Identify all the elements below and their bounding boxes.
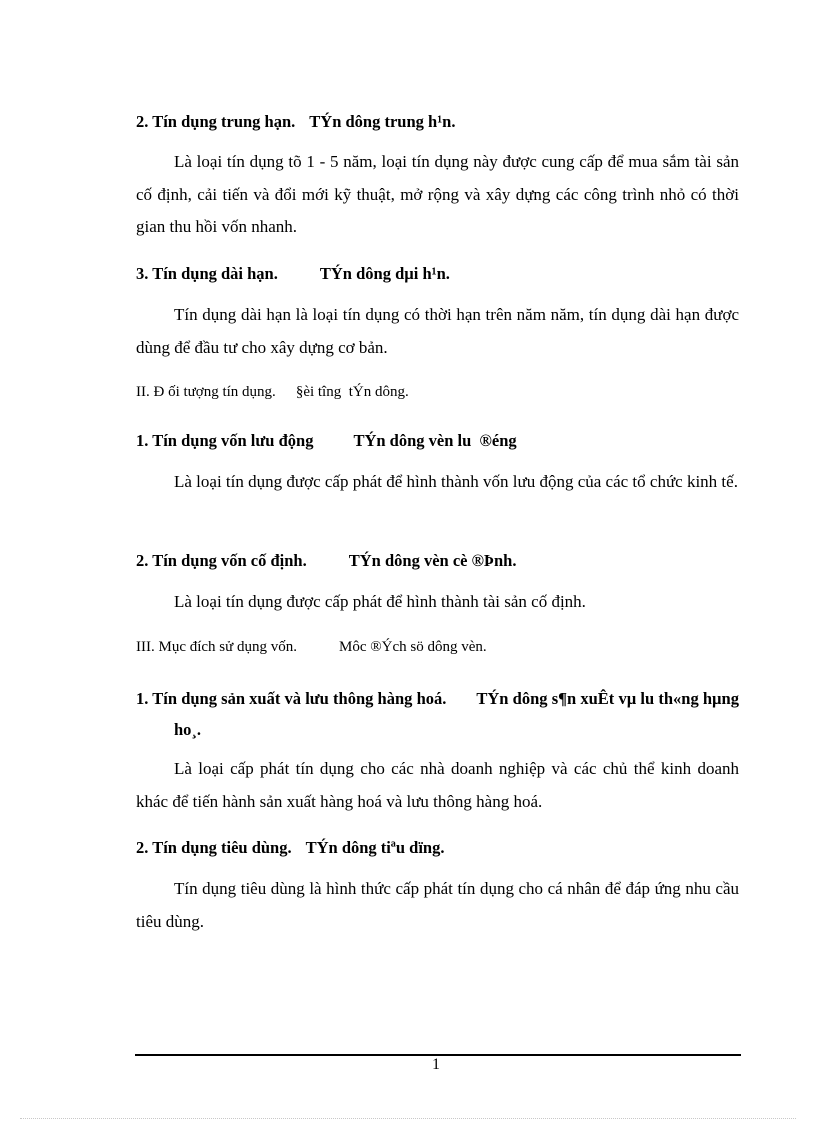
paragraph-fixed-capital-credit: Là loại tín dụng được cấp phát để hình thành tài sản cố định. [174, 592, 586, 611]
heading-garbled-text: TÝn dông tiªu dïng. [305, 838, 445, 857]
heading-credit-objects [136, 384, 409, 401]
paragraph-working-capital-credit: Là loại tín dụng được cấp phát để hình thành vốn lưu động của các tổ chức kinh tế. [174, 472, 738, 491]
heading-long-term-credit [136, 264, 450, 284]
heading-fixed-capital-credit [136, 551, 516, 571]
heading-garbled-text: TÝn dông vèn lu ®éng [353, 431, 517, 450]
paragraph-medium-term-credit: Là loại tín dụng tõ 1 - 5 năm, loại tín dụng này được cung cấp để mua sắm tài sản cố định, cải tiến và đổi mới kỹ thuật, mở rộng và xây dựng các công trình nhỏ có thời gian thu hồi vốn nhanh. [136, 152, 739, 236]
heading-garbled-text: Môc ®Ých sö dông vèn. [339, 639, 487, 655]
heading-consumer-credit [136, 838, 444, 858]
paragraph-consumer-credit: Tín dụng tiêu dùng là hình thức cấp phát tín dụng cho cá nhân để đáp ứng nhu cầu tiêu dùng. [136, 879, 739, 931]
heading-text: 2. Tín dụng trung hạn. [136, 112, 296, 131]
heading-medium-term-credit [136, 112, 455, 132]
heading-text: 1. Tín dụng sản xuất và lưu thông hàng hoá. [136, 689, 447, 708]
heading-garbled-text: TÝn dông s¶n xuÊt vµ lu th«ng hµng ho¸. [174, 689, 739, 739]
heading-text: 1. Tín dụng vốn lưu động [136, 431, 314, 450]
heading-garbled-text: §èi tîng tÝn dông. [295, 384, 409, 400]
heading-text: 3. Tín dụng dài hạn. [136, 264, 278, 283]
paragraph-long-term-credit: Tín dụng dài hạn là loại tín dụng có thời hạn trên năm năm, tín dụng dài hạn được dùng để đầu tư cho xây dựng cơ bản. [136, 305, 739, 357]
page-number: 1 [432, 1056, 440, 1073]
heading-garbled-text: TÝn dông dµi h¹n. [319, 264, 450, 283]
heading-text: 2. Tín dụng tiêu dùng. [136, 838, 292, 857]
heading-text: 2. Tín dụng vốn cố định. [136, 551, 307, 570]
heading-capital-usage-purpose [136, 639, 487, 656]
heading-text: II. Đ ối tượng tín dụng. [136, 384, 276, 400]
heading-text: III. Mục đích sử dụng vốn. [136, 639, 298, 655]
paragraph-production-circulation-credit: Là loại cấp phát tín dụng cho các nhà doanh nghiệp và các chủ thể kinh doanh khác để tiến hành sản xuất hàng hoá và lưu thông hàng hoá. [136, 759, 739, 811]
heading-production-circulation-credit [136, 683, 739, 745]
heading-garbled-text: TÝn dông trung h¹n. [309, 112, 456, 131]
page-bottom-dotted-border [20, 1118, 796, 1119]
heading-garbled-text: TÝn dông vèn cè ®Þnh. [348, 551, 517, 570]
heading-working-capital-credit [136, 431, 517, 451]
